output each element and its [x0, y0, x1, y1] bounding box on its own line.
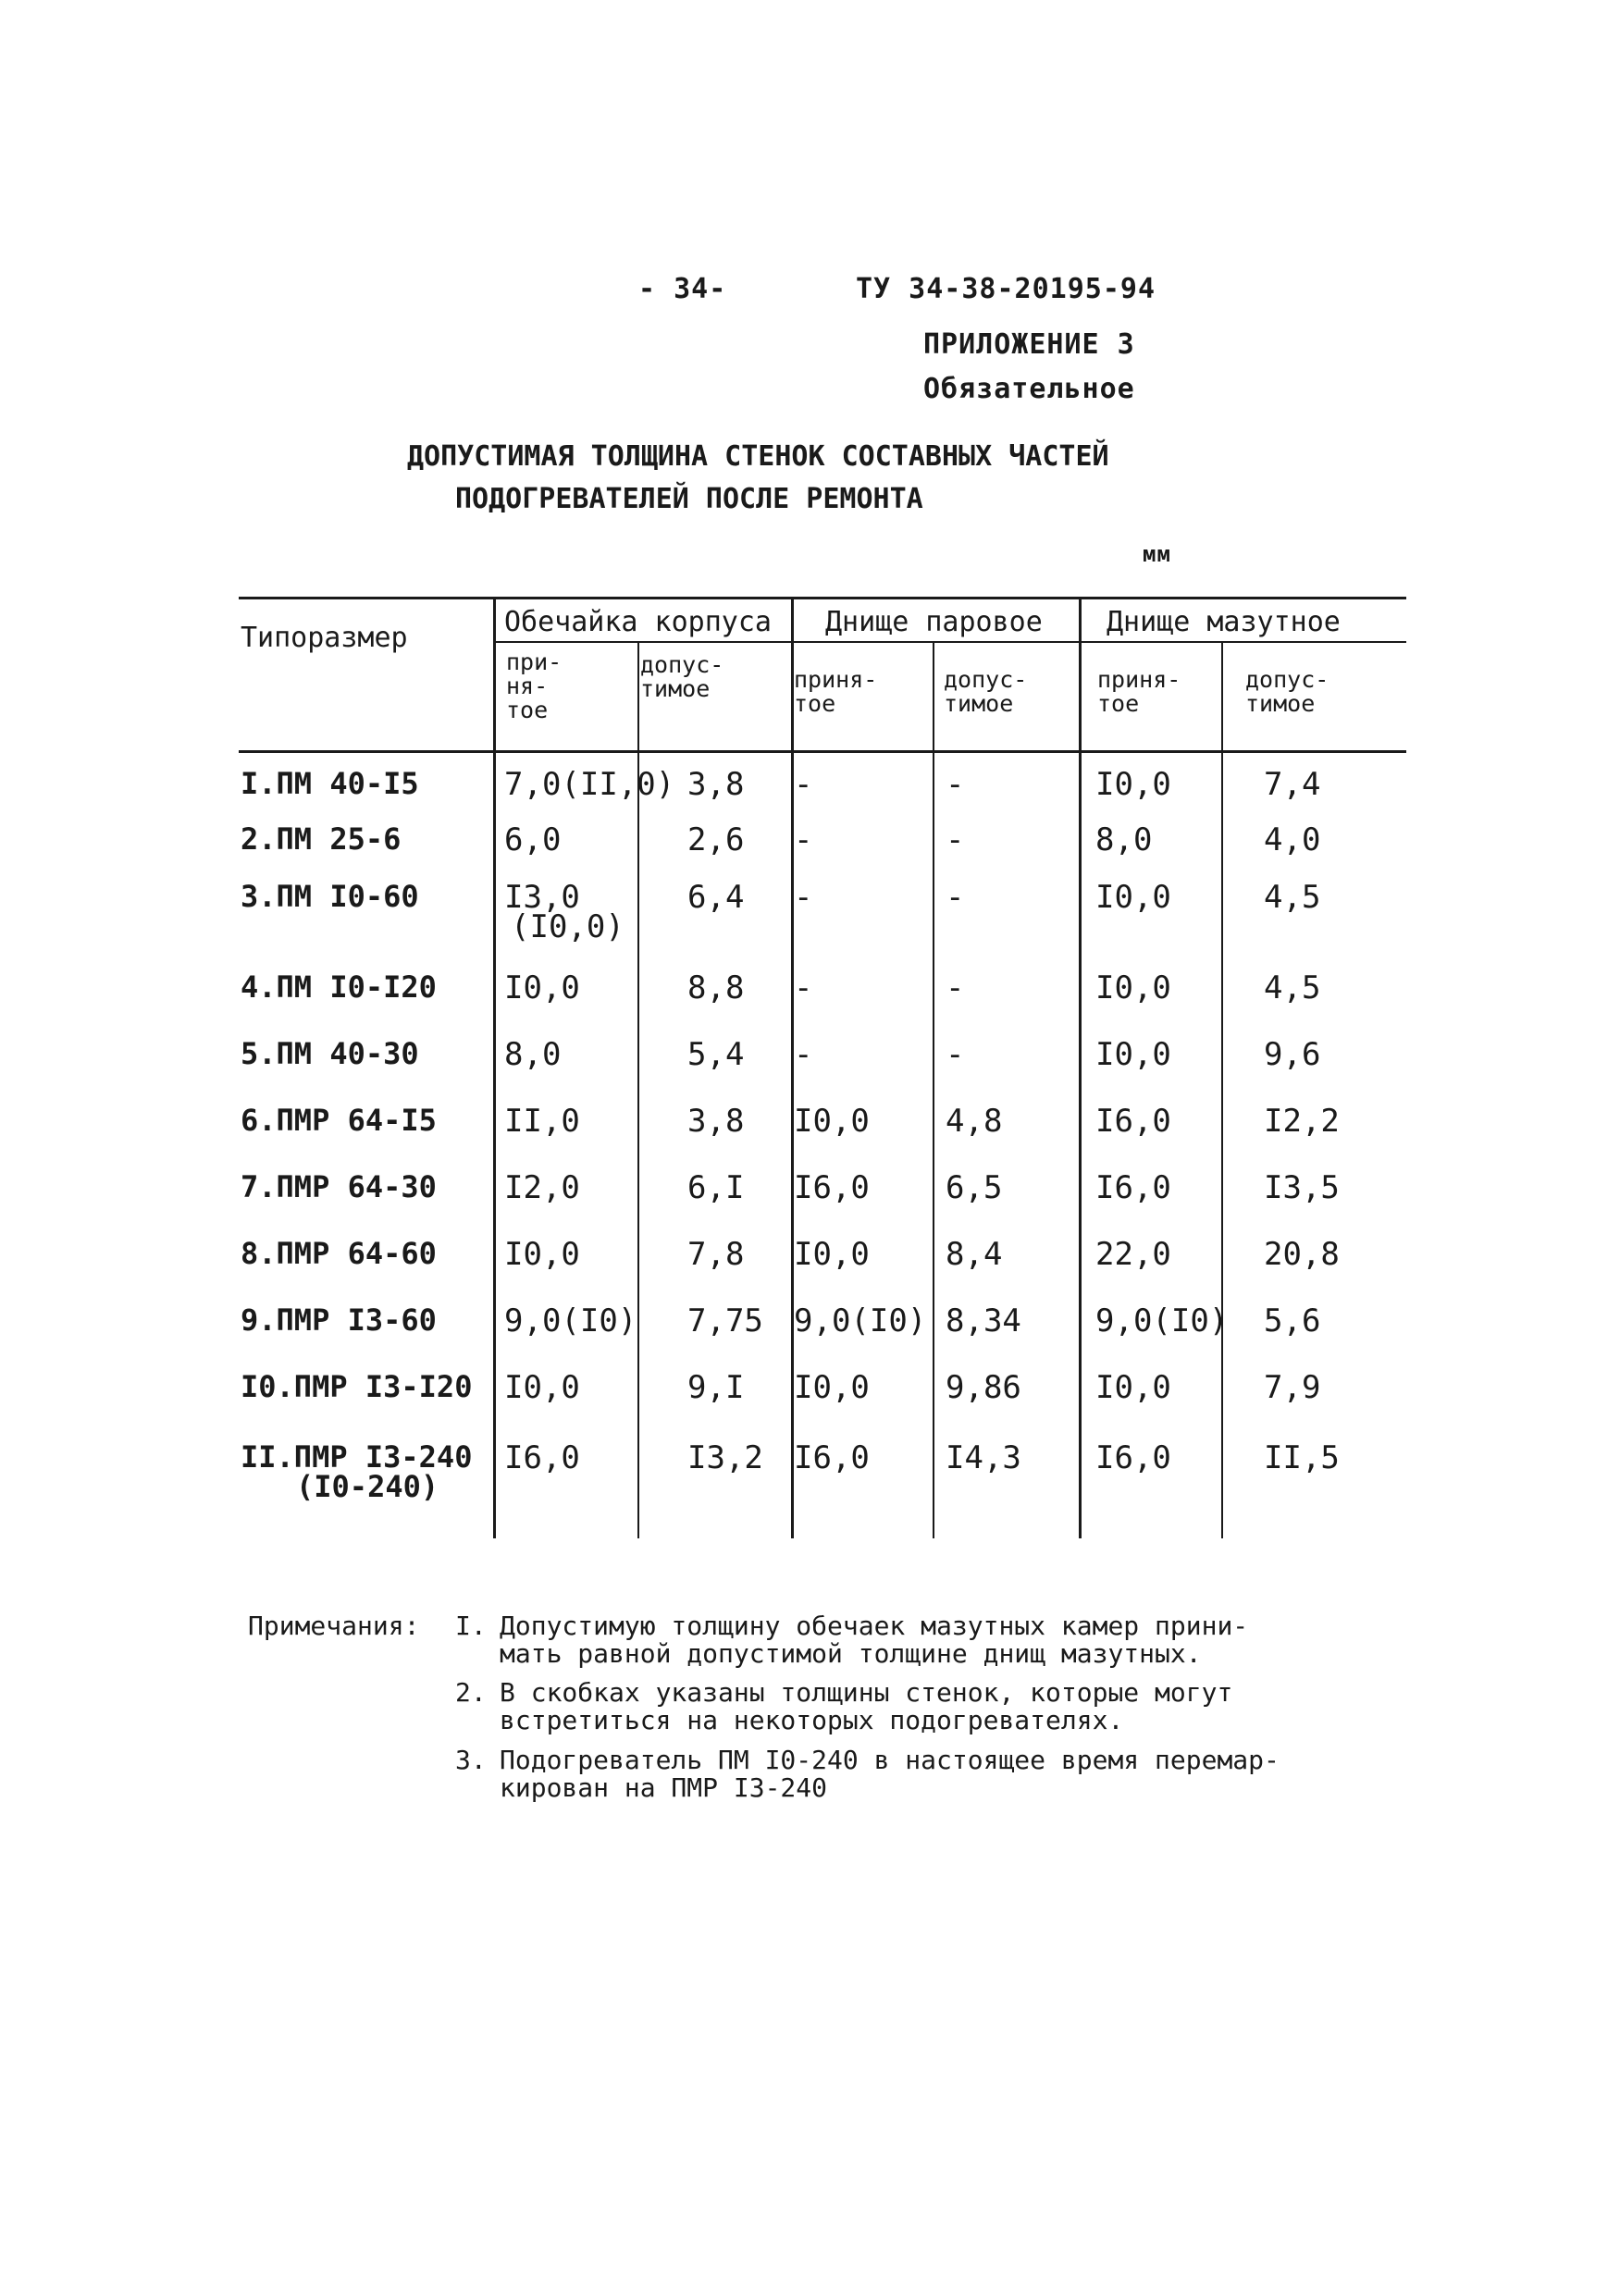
sub-header-accepted-1: при- ня- тое: [506, 648, 563, 723]
group-header-rule: [493, 641, 1406, 643]
table-cell: I0,0: [794, 1236, 870, 1273]
table-cell: I2,2: [1264, 1103, 1340, 1140]
table-cell: -: [946, 969, 965, 1006]
table-cell: 9,I: [687, 1369, 745, 1406]
table-cell: -: [946, 821, 965, 858]
table-cell: II,0: [504, 1103, 580, 1140]
table-cell: I0,0: [794, 1103, 870, 1140]
table-cell: 7,9: [1264, 1369, 1321, 1406]
table-cell: I0,0: [1095, 1036, 1171, 1073]
table-cell: I3,5: [1264, 1169, 1340, 1206]
table-cell: 5,4: [687, 1036, 745, 1073]
note-1-number: I.: [455, 1611, 487, 1641]
row-type-name: 2.ПМ 25-6: [241, 821, 402, 857]
appendix-status: Обязательное: [923, 373, 1135, 405]
note-3-text: Подогреватель ПМ I0-240 в настоящее время перемар- кирован на ПМР I3-240: [500, 1745, 1280, 1803]
table-cell: I3,0: [504, 879, 580, 916]
sub-header-allowed-3: допус- тимое: [1245, 666, 1329, 717]
table-cell: 8,0: [1095, 821, 1153, 858]
sub-header-allowed-2: допус- тимое: [944, 666, 1028, 717]
table-cell: I6,0: [1095, 1439, 1171, 1476]
table-cell: 9,0(I0): [794, 1302, 927, 1339]
table-cell: 4,8: [946, 1103, 1003, 1140]
table-cell: 8,0: [504, 1036, 562, 1073]
table-cell: 5,6: [1264, 1302, 1321, 1339]
table-cell: 7,8: [687, 1236, 745, 1273]
row-type-name: 7.ПМР 64-30: [241, 1169, 437, 1204]
table-cell: -: [794, 766, 813, 803]
table-cell: 9,86: [946, 1369, 1021, 1406]
table-cell: I0,0: [1095, 1369, 1171, 1406]
page-number: - 34-: [638, 273, 727, 305]
table-cell: 9,0(I0): [1095, 1302, 1229, 1339]
table-cell: I6,0: [504, 1439, 580, 1476]
table-cell: -: [794, 821, 813, 858]
note-2-text: В скобках указаны толщины стенок, которые могут встретиться на некоторых подогревателях.: [500, 1677, 1233, 1735]
table-cell: I4,3: [946, 1439, 1021, 1476]
row-type-name: 9.ПМР I3-60: [241, 1302, 437, 1338]
table-top-rule: [239, 597, 1406, 599]
col-divider-4: [933, 641, 934, 1538]
table-cell: 2,6: [687, 821, 745, 858]
row-type-name: 6.ПМР 64-I5: [241, 1103, 437, 1138]
col-divider-5: [1079, 597, 1082, 1538]
row-type-name: 8.ПМР 64-60: [241, 1236, 437, 1271]
row-type-name: I.ПМ 40-I5: [241, 766, 419, 801]
table-cell: II,5: [1264, 1439, 1340, 1476]
row-type-name: 3.ПМ I0-60: [241, 879, 419, 914]
table-cell: I6,0: [794, 1439, 870, 1476]
table-cell: -: [794, 969, 813, 1006]
notes-label: Примечания:: [248, 1611, 420, 1641]
table-cell-alt: (I0,0): [511, 908, 625, 945]
table-cell: I0,0: [794, 1369, 870, 1406]
sub-header-accepted-3: приня- тое: [1097, 666, 1181, 717]
table-cell: 3,8: [687, 766, 745, 803]
table-cell: I0,0: [1095, 879, 1171, 916]
table-cell: I0,0: [504, 1236, 580, 1273]
table-cell: 6,0: [504, 821, 562, 858]
note-1-text: Допустимую толщину обечаек мазутных камер прини- мать равной допустимой толщине днищ мазутных.: [500, 1611, 1249, 1669]
table-cell: 6,5: [946, 1169, 1003, 1206]
table-cell: 4,0: [1264, 821, 1321, 858]
table-cell: 6,I: [687, 1169, 745, 1206]
table-cell: I0,0: [504, 1369, 580, 1406]
table-cell: 9,0(I0): [504, 1302, 637, 1339]
table-title-line2: ПОДОГРЕВАТЕЛЕЙ ПОСЛЕ РЕМОНТА: [455, 483, 923, 515]
table-title-line1: ДОПУСТИМАЯ ТОЛЩИНА СТЕНОК СОСТАВНЫХ ЧАСТЕЙ: [407, 440, 1109, 473]
table-cell: 4,5: [1264, 879, 1321, 916]
note-2-number: 2.: [455, 1677, 487, 1708]
table-cell: I0,0: [1095, 766, 1171, 803]
table-cell: I0,0: [1095, 969, 1171, 1006]
group-header-oil-bottom: Днище мазутное: [1107, 606, 1341, 638]
table-cell: I3,2: [687, 1439, 763, 1476]
row-type-name: I0.ПМР I3-I20: [241, 1369, 473, 1404]
row-type-name: 5.ПМ 40-30: [241, 1036, 419, 1071]
document-code: ТУ 34-38-20195-94: [856, 273, 1156, 305]
table-cell: 8,8: [687, 969, 745, 1006]
table-cell: 4,5: [1264, 969, 1321, 1006]
table-cell: 7,75: [687, 1302, 763, 1339]
table-cell: -: [946, 879, 965, 916]
table-cell: 6,4: [687, 879, 745, 916]
row-type-name-alt: (I0-240): [296, 1469, 439, 1504]
row-type-name: II.ПМР I3-240: [241, 1439, 473, 1475]
sub-header-accepted-2: приня- тое: [794, 666, 878, 717]
table-cell: I2,0: [504, 1169, 580, 1206]
col-divider-1: [493, 597, 496, 1538]
table-cell: -: [946, 1036, 965, 1073]
table-cell: 20,8: [1264, 1236, 1340, 1273]
table-cell: 22,0: [1095, 1236, 1171, 1273]
col-divider-6: [1221, 641, 1223, 1538]
unit-label: мм: [1143, 541, 1171, 567]
table-cell: 8,34: [946, 1302, 1021, 1339]
sub-header-allowed-1: допус- тимое: [640, 651, 724, 702]
note-3-number: 3.: [455, 1745, 487, 1775]
table-cell: 3,8: [687, 1103, 745, 1140]
table-cell: 9,6: [1264, 1036, 1321, 1073]
table-cell: I0,0: [504, 969, 580, 1006]
table-cell: I6,0: [794, 1169, 870, 1206]
table-cell: -: [794, 1036, 813, 1073]
group-header-steam-bottom: Днище паровое: [825, 606, 1043, 638]
table-cell: 7,4: [1264, 766, 1321, 803]
table-cell: I6,0: [1095, 1103, 1171, 1140]
table-cell: -: [794, 879, 813, 916]
appendix-label: ПРИЛОЖЕНИЕ 3: [923, 328, 1135, 361]
table-cell: -: [946, 766, 965, 803]
table-cell: 8,4: [946, 1236, 1003, 1273]
col-header-type: Типоразмер: [241, 622, 408, 654]
table-cell: 7,0(II,0): [504, 766, 675, 803]
header-bottom-rule: [239, 750, 1406, 753]
row-type-name: 4.ПМ I0-I20: [241, 969, 437, 1005]
group-header-shell: Обечайка корпуса: [504, 606, 772, 638]
table-cell: I6,0: [1095, 1169, 1171, 1206]
